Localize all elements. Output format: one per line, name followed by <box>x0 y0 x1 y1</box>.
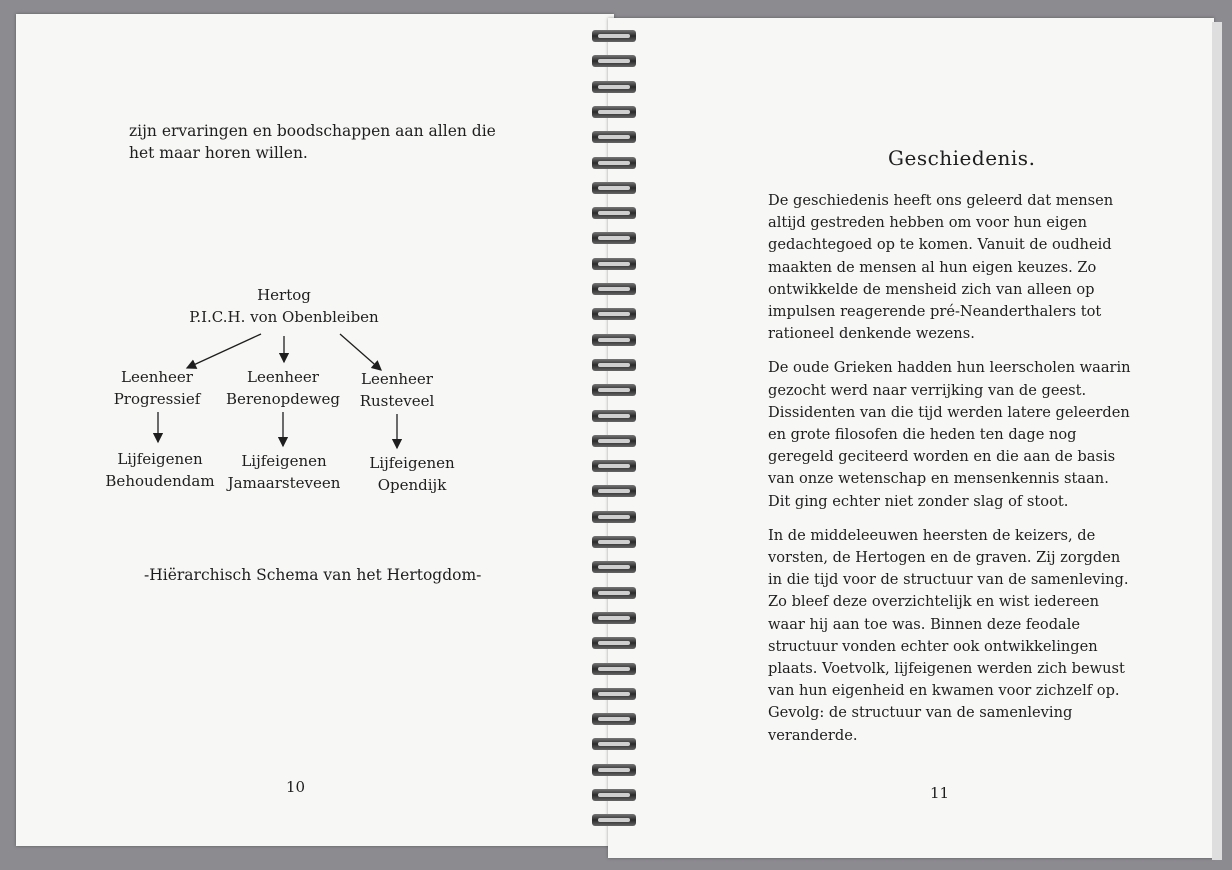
spiral-coil <box>592 410 636 422</box>
node-hertog-name: P.I.C.H. von Obenbleiben <box>189 308 379 326</box>
page-number-left: 10 <box>286 778 306 796</box>
right-page-body <box>768 190 1133 759</box>
node-hertog <box>189 284 378 328</box>
diagram-caption: -Hiërarchisch Schema van het Hertogdom- <box>144 566 482 584</box>
spiral-coil <box>592 789 636 801</box>
spiral-coil <box>592 81 636 93</box>
spiral-coil <box>592 764 636 776</box>
spiral-coil <box>592 182 636 194</box>
spiral-coil <box>592 207 636 219</box>
spiral-coil <box>592 688 636 700</box>
paragraph: De oude Grieken hadden hun leerscholen waarin gezocht werd naar verrijking van de geest. Dissidenten van die tijd werden latere geleerden en grote filosofen die heden ten dage nog geregeld geciteerd worden en die aan de basis van onze wetenschap en mensenkennis staan. Dit ging echter niet zonder slag of stoot. <box>768 359 1131 510</box>
node-title: Lijfeigenen <box>117 450 203 468</box>
node-title: Leenheer <box>361 370 433 388</box>
page-stack-edge <box>1212 22 1222 860</box>
spiral-binding <box>592 20 642 840</box>
node-title: Lijfeigenen <box>241 452 327 470</box>
spiral-coil <box>592 435 636 447</box>
node-name: Jamaarsteveen <box>227 474 341 492</box>
spiral-coil <box>592 637 636 649</box>
arrow-root-to-lord-1 <box>187 334 261 368</box>
spiral-coil <box>592 55 636 67</box>
spiral-coil <box>592 131 636 143</box>
spiral-coil <box>592 157 636 169</box>
spiral-coil <box>592 30 636 42</box>
paragraph: In de middeleeuwen heersten de keizers, de vorsten, de Hertogen en de graven. Zij zorgden in die tijd voor de structuur van de samenleving. Zo bleef deze overzichtelijk en wist iedereen waar hij aan toe was. Binnen deze feodale structuur vonden echter ook ontwikkelingen plaats. Voetvolk, lijfeigenen werden zich bewust van hun eigenheid en kwamen voor zichzelf op. Gevolg: de structuur van de samenleving veranderde. <box>768 526 1129 744</box>
page-title: Geschiedenis. <box>888 146 1036 170</box>
spiral-coil <box>592 232 636 244</box>
spiral-coil <box>592 612 636 624</box>
node-leenheer-rusteveel <box>360 368 435 412</box>
node-title: Lijfeigenen <box>369 454 455 472</box>
paragraph: De geschiedenis heeft ons geleerd dat mensen altijd gestreden hebben om voor hun eigen gedachtegoed op te komen. Vanuit de oudheid maakten de mensen al hun eigen keuzes. Zo ontwikkelde de mensheid zich van alleen op impulsen reagerende pré-Neanderthalers tot rationeel denkende wezens. <box>768 192 1114 343</box>
spiral-coil <box>592 106 636 118</box>
node-lijfeigenen-jamaarsteveen <box>228 450 341 494</box>
spiral-coil <box>592 713 636 725</box>
node-name: Behoudendam <box>105 472 215 490</box>
spiral-coil <box>592 587 636 599</box>
spiral-coil <box>592 334 636 346</box>
node-name: Berenopdeweg <box>225 390 341 408</box>
node-lijfeigenen-opendijk <box>369 452 454 496</box>
spiral-coil <box>592 511 636 523</box>
node-title: Leenheer <box>247 368 319 386</box>
spiral-coil <box>592 561 636 573</box>
left-page-text: zijn ervaringen en boodschappen aan allen die het maar horen willen. <box>129 122 496 162</box>
left-page <box>16 14 614 846</box>
spiral-coil <box>592 460 636 472</box>
right-page <box>608 18 1214 858</box>
node-hertog-title: Hertog <box>257 286 311 304</box>
spiral-coil <box>592 359 636 371</box>
spiral-coil <box>592 308 636 320</box>
spiral-coil <box>592 258 636 270</box>
spiral-coil <box>592 663 636 675</box>
node-title: Leenheer <box>121 368 193 386</box>
spiral-coil <box>592 384 636 396</box>
node-name: Opendijk <box>377 476 447 494</box>
page-number-right: 11 <box>930 784 950 802</box>
node-leenheer-berenopdeweg <box>226 366 340 410</box>
spiral-coil <box>592 738 636 750</box>
node-lijfeigenen-behoudendam <box>105 448 214 492</box>
spiral-coil <box>592 536 636 548</box>
spiral-coil <box>592 814 636 826</box>
spiral-coil <box>592 283 636 295</box>
arrow-root-to-lord-3 <box>340 334 381 370</box>
spiral-coil <box>592 485 636 497</box>
node-name: Rusteveel <box>359 392 435 410</box>
node-name: Progressief <box>113 390 201 408</box>
node-leenheer-progressief <box>114 366 201 410</box>
